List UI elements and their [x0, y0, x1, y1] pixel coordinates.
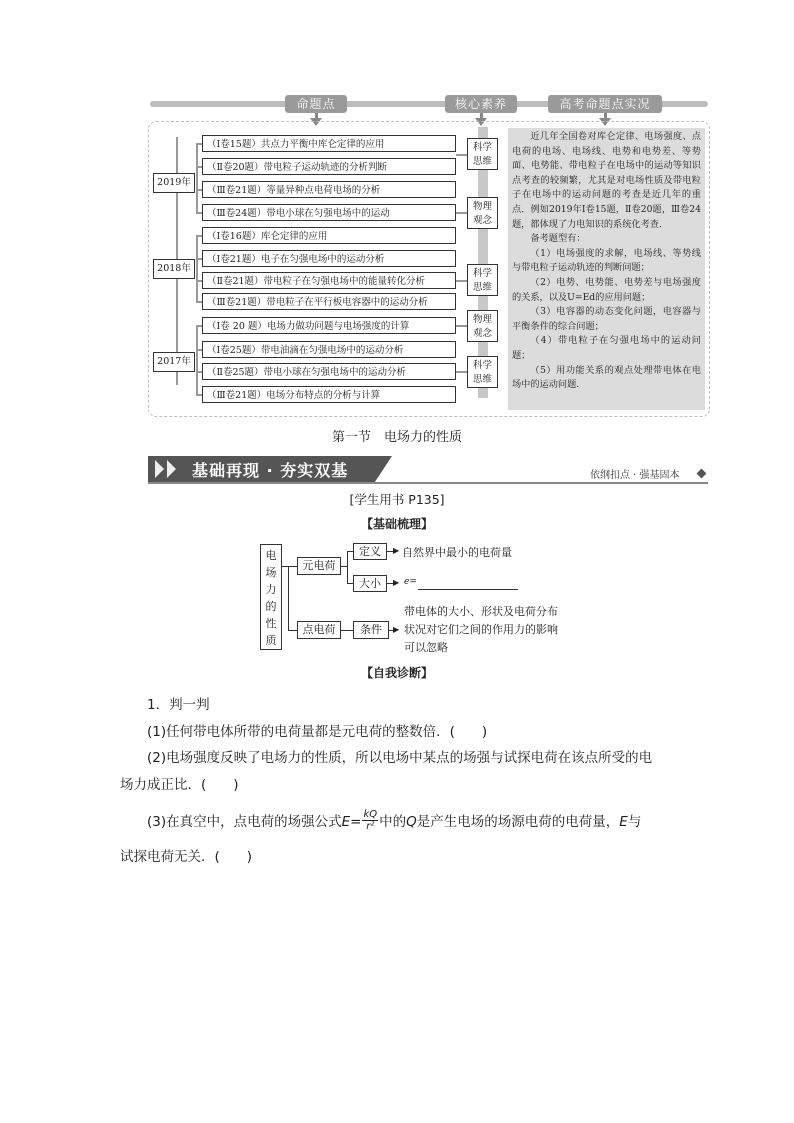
node-point-charge: 点电荷 — [297, 621, 341, 639]
desc-paragraph: （2）电势、电势能、电势差与电场强度的关系，以及U=Ed的应用问题； — [512, 276, 701, 303]
root-char: 性 — [265, 617, 277, 630]
question-heading: 1．判一判 — [147, 697, 210, 713]
list-item: （Ⅲ卷21题）等量异种点电荷电场的分析 — [202, 181, 456, 198]
condition-line: 可以忽略 — [404, 641, 448, 654]
category-science-thinking — [467, 356, 498, 388]
diagram-root — [260, 544, 282, 650]
desc-paragraph: 备考题型有： — [530, 233, 586, 245]
root-char: 质 — [265, 634, 277, 647]
category-label: 物理 — [472, 201, 492, 212]
chevron-right-icon — [155, 460, 164, 478]
diamond-icon — [697, 469, 707, 479]
desc-paragraph: （5）用功能关系的观点处理带电体在电场中的运动问题. — [512, 364, 701, 391]
list-item: （Ⅱ卷20题）带电粒子运动轨迹的分析判断 — [202, 158, 456, 175]
connector — [347, 551, 348, 583]
label-definition: 定义 — [353, 543, 387, 560]
desc-paragraph: （4）带电粒子在匀强电场中的运动问题； — [512, 335, 701, 361]
question-2-line-2: 场力成正比．( ) — [120, 777, 239, 793]
header-tab-exam-facts: 高考命题点实况 — [548, 95, 662, 113]
chevron-right-icon — [167, 460, 176, 478]
arrow-right-icon: ▶ — [393, 546, 400, 555]
sub-title-self-check: 【自我诊断】 — [360, 666, 433, 680]
condition-line: 带电体的大小、形状及电荷分布 — [404, 605, 558, 618]
category-label: 思维 — [472, 374, 492, 385]
q3-formula-e: E= — [341, 814, 362, 830]
category-science-thinking — [467, 264, 498, 296]
question-2-line-1: (2)电场强度反映了电场力的性质，所以电场中某点的场强与试探电荷在该点所受的电 — [147, 750, 653, 766]
category-label: 思维 — [472, 282, 492, 293]
category-label: 观念 — [472, 328, 492, 339]
book-reference: [学生用书 P135] — [349, 492, 445, 507]
bracket-2017 — [196, 325, 198, 395]
root-char: 力 — [265, 583, 277, 596]
category-label: 物理 — [472, 314, 492, 325]
question-3-line-1 — [147, 810, 641, 834]
banner-title: 基础再现 · 夯实双基 — [192, 461, 349, 480]
label-condition: 条件 — [353, 621, 389, 639]
label-magnitude: 大小 — [353, 575, 387, 592]
root-char: 电 — [265, 549, 277, 562]
arrow-right-icon: ▶ — [393, 578, 400, 587]
category-science-thinking — [467, 138, 498, 170]
definition-text: 自然界中最小的电荷量 — [402, 546, 512, 559]
list-item: （Ⅰ卷15题）共点力平衡中库仑定律的应用 — [202, 135, 456, 152]
q3-text: 与 — [627, 814, 642, 830]
bracket-2019 — [196, 143, 198, 213]
question-3-line-2: 试探电荷无关．( ) — [120, 849, 253, 865]
category-label: 观念 — [472, 215, 492, 226]
connector — [288, 566, 289, 630]
category-label: 科学 — [472, 268, 492, 279]
answer-blank[interactable] — [418, 589, 518, 590]
q3-text: (3)在真空中，点电荷的场强公式 — [147, 814, 342, 830]
q3-denominator: r² — [366, 820, 375, 832]
category-label: 科学 — [472, 142, 492, 153]
root-char: 场 — [265, 566, 277, 579]
list-item: （Ⅲ卷21题）电场分布特点的分析与计算 — [202, 386, 456, 403]
desc-paragraph: 近几年全国卷对库仑定律、电场强度、点电荷的电场、电场线、电势和电势差、等势面、电势能、带电粒子在电场中的运动等知识点考查的较频繁，尤其是对电场性质及带电粒子在电场中的运动问题的考查是近几年的重点．例如2019年Ⅰ卷15题，Ⅱ卷20题，Ⅲ卷24题，都体现了力电知识的系统化考查． — [512, 131, 701, 230]
exam-facts-description — [508, 128, 705, 410]
banner-rule — [148, 482, 708, 484]
bracket-2018 — [196, 235, 198, 301]
list-item: （Ⅲ卷24题）带电小球在匀强电场中的运动 — [202, 204, 456, 221]
q3-text: 中的 — [379, 814, 407, 830]
banner-subtitle: 依纲扣点 · 强基固本 — [590, 470, 680, 481]
condition-text — [404, 603, 558, 657]
condition-line: 状况对它们之间的作用力的影响 — [404, 623, 558, 636]
desc-paragraph: （1）电场强度的求解，电场线、等势线与带电粒子运动轨迹的判断问题； — [512, 247, 701, 274]
sub-title-foundation: 【基础梳理】 — [360, 517, 433, 531]
list-item: （Ⅰ卷25题）带电油滴在匀强电场中的运动分析 — [202, 341, 456, 358]
category-label: 科学 — [472, 360, 492, 371]
list-item: （Ⅰ卷21题）电子在匀强电场中的运动分析 — [202, 250, 456, 267]
q3-q: Q — [406, 814, 417, 830]
question-1: (1)任何带电体所带的电荷量都是元电荷的整数倍．( ) — [147, 724, 488, 740]
q3-numerator: kQ — [363, 808, 378, 820]
list-item: （Ⅰ卷 20 题）电场力做功问题与电场强度的计算 — [202, 317, 456, 334]
q3-text: 是产生电场的场源电荷的电荷量， — [416, 814, 620, 830]
desc-paragraph: （3）电容器的动态变化问题，电容器与平衡条件的综合问题； — [512, 306, 701, 332]
category-label: 思维 — [472, 156, 492, 167]
list-item: （Ⅱ卷21题）带电粒子在匀强电场中的能量转化分析 — [202, 272, 456, 289]
q3-e: E — [619, 814, 628, 830]
year-2017: 2017年 — [153, 352, 195, 372]
header-tab-proposition: 命题点 — [285, 95, 347, 113]
list-item: （Ⅱ卷25题）带电小球在匀强电场中的运动分析 — [202, 363, 456, 380]
arrow-right-icon: ▶ — [393, 625, 400, 634]
node-elementary-charge: 元电荷 — [297, 557, 341, 575]
list-item: （Ⅰ卷16题）库仑定律的应用 — [202, 227, 456, 244]
year-2019: 2019年 — [153, 173, 195, 193]
section-title: 第一节 电场力的性质 — [331, 430, 462, 445]
year-2018: 2018年 — [153, 259, 195, 279]
connector — [341, 630, 353, 631]
category-physics-concept — [467, 310, 498, 342]
magnitude-text: e= — [404, 577, 417, 587]
root-char: 的 — [265, 600, 277, 613]
q3-fraction — [362, 809, 378, 832]
category-physics-concept — [467, 197, 498, 229]
header-tab-core-literacy: 核心素养 — [445, 95, 517, 113]
list-item: （Ⅲ卷21题）带电粒子在平行板电容器中的运动分析 — [202, 293, 456, 310]
